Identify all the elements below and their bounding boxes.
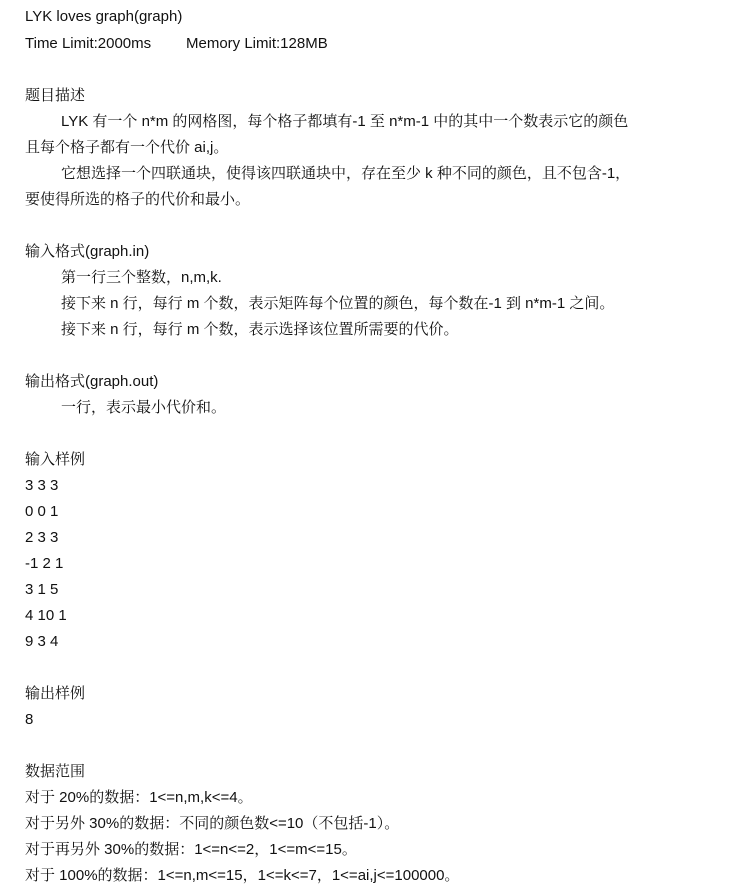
description-p2-line2: 要使得所选的格子的代价和最小。	[25, 191, 251, 208]
data-range-line: 对于 100%的数据：1<=n,m<=15，1<=k<=7，1<=ai,j<=100000。	[25, 867, 460, 884]
sample-input-line: 0 0 1	[25, 503, 59, 520]
sample-output-line: 8	[25, 711, 34, 728]
sample-input-heading: 输入样例	[25, 451, 86, 468]
description-p2-line1: 它想选择一个四联通块，使得该四联通块中，存在至少 k 种不同的颜色，且不包含-1，	[61, 165, 631, 182]
data-range-line: 对于另外 30%的数据：不同的颜色数<=10（不包括-1）。	[25, 815, 400, 832]
data-range-line: 对于 20%的数据：1<=n,m,k<=4。	[25, 789, 253, 806]
sample-input-line: 4 10 1	[25, 607, 67, 624]
data-range-line: 对于再另外 30%的数据：1<=n<=2，1<=m<=15。	[25, 841, 357, 858]
input-format-heading: 输入格式(graph.in)	[25, 243, 150, 260]
sample-input-line: -1 2 1	[25, 555, 64, 572]
description-p1-line2: 且每个格子都有一个代价 ai,j。	[25, 139, 229, 156]
memory-limit: Memory Limit:128MB	[186, 35, 328, 52]
output-format-heading: 输出格式(graph.out)	[25, 373, 159, 390]
data-range-heading: 数据范围	[25, 763, 86, 780]
input-format-line: 接下来 n 行，每行 m 个数，表示选择该位置所需要的代价。	[61, 321, 459, 338]
description-heading: 题目描述	[25, 87, 86, 104]
input-format-line: 第一行三个整数，n,m,k.	[61, 269, 222, 286]
output-format-line: 一行，表示最小代价和。	[61, 399, 227, 416]
description-p1-line1: LYK 有一个 n*m 的网格图，每个格子都填有-1 至 n*m-1 中的其中一个数表示它的颜色	[61, 113, 629, 130]
sample-input-line: 2 3 3	[25, 529, 59, 546]
sample-output-heading: 输出样例	[25, 685, 86, 702]
input-format-line: 接下来 n 行，每行 m 个数，表示矩阵每个位置的颜色，每个数在-1 到 n*m-1 之间。	[61, 295, 615, 312]
sample-input-line: 3 3 3	[25, 477, 59, 494]
problem-title: LYK loves graph(graph)	[25, 8, 183, 25]
time-limit: Time Limit:2000ms	[25, 35, 152, 52]
sample-input-line: 9 3 4	[25, 633, 59, 650]
sample-input-line: 3 1 5	[25, 581, 59, 598]
